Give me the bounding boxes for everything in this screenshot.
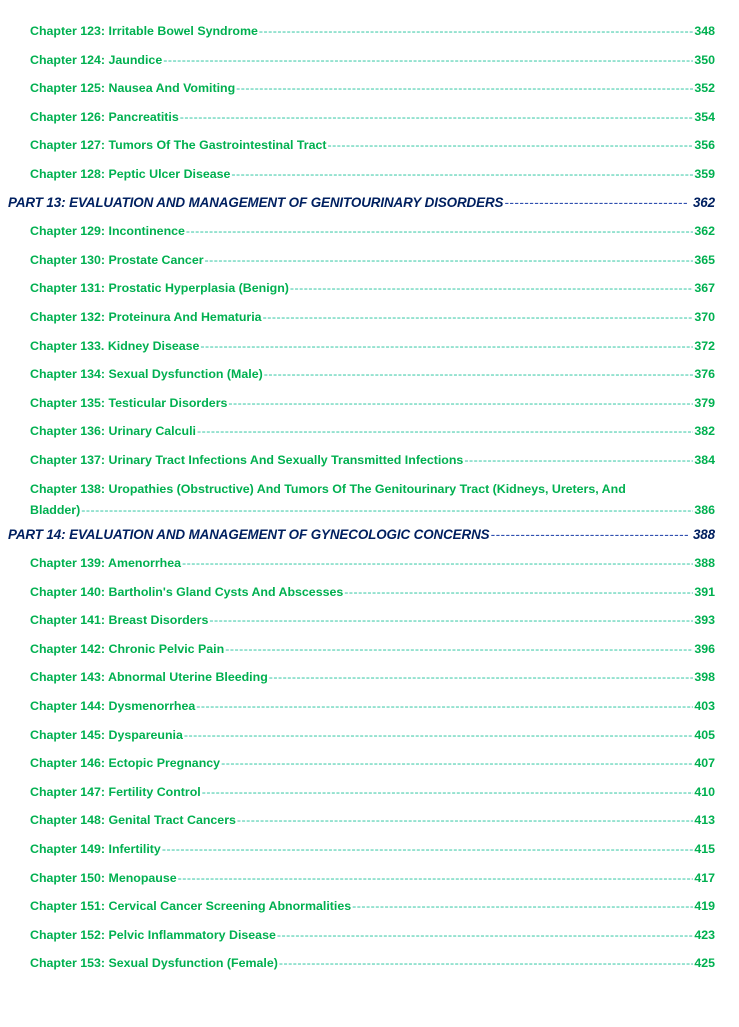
toc-chapter-entry[interactable]	[0, 926, 739, 955]
toc-chapter-entry[interactable]	[0, 422, 739, 451]
page-number: 354	[694, 109, 715, 124]
part-title: PART 14: EVALUATION AND MANAGEMENT OF GYNECOLOGIC CONCERNS	[8, 526, 490, 542]
page-number: 367	[694, 281, 715, 296]
dot-leader	[81, 501, 693, 519]
dot-leader	[491, 526, 688, 544]
dot-leader	[290, 279, 693, 297]
dot-leader	[464, 451, 693, 469]
chapter-title: Chapter 136: Urinary Calculi	[30, 424, 196, 439]
dot-leader	[344, 583, 693, 601]
chapter-title: Chapter 152: Pelvic Inflammatory Disease	[30, 927, 276, 942]
dot-leader	[236, 79, 693, 97]
toc-chapter-entry[interactable]	[0, 108, 739, 137]
chapter-title: Chapter 135: Testicular Disorders	[30, 395, 228, 410]
chapter-title: Chapter 134: Sexual Dysfunction (Male)	[30, 367, 263, 382]
chapter-title: Chapter 123: Irritable Bowel Syndrome	[30, 24, 258, 38]
page-number: 398	[694, 670, 715, 685]
page-number: 413	[694, 813, 715, 828]
dot-leader	[225, 640, 693, 658]
dot-leader	[209, 611, 693, 629]
page-number: 365	[694, 252, 715, 267]
toc-chapter-entry[interactable]	[0, 337, 739, 366]
dot-leader	[200, 337, 693, 355]
page-number: 370	[694, 309, 715, 324]
dot-leader	[184, 726, 693, 744]
page-number: 396	[694, 641, 715, 656]
chapter-title: Chapter 153: Sexual Dysfunction (Female)	[30, 956, 278, 971]
page-number: 419	[694, 899, 715, 914]
dot-leader	[328, 136, 694, 154]
chapter-title: Chapter 127: Tumors Of The Gastrointestinal Tract	[30, 138, 327, 153]
dot-leader	[352, 897, 693, 915]
page-number: 372	[694, 338, 715, 353]
dot-leader	[237, 811, 693, 829]
chapter-title: Chapter 151: Cervical Cancer Screening Abnormalities	[30, 899, 352, 914]
chapter-title: Chapter 141: Breast Disorders	[30, 613, 209, 628]
chapter-title: Chapter 149: Infertility	[30, 842, 161, 857]
page-number: 362	[694, 224, 715, 239]
page-number: 415	[694, 842, 715, 857]
toc-chapter-entry[interactable]	[0, 451, 739, 480]
chapter-title: Chapter 133. Kidney Disease	[30, 338, 200, 353]
chapter-title: Chapter 125: Nausea And Vomiting	[30, 81, 236, 96]
dot-leader	[163, 51, 693, 69]
toc-chapter-entry[interactable]	[0, 726, 739, 755]
toc-chapter-entry[interactable]	[0, 22, 739, 51]
toc-chapter-entry[interactable]	[0, 554, 739, 583]
dot-leader	[196, 697, 693, 715]
page-number: 348	[694, 24, 715, 38]
toc-chapter-entry[interactable]	[0, 811, 739, 840]
toc-part-heading[interactable]	[0, 526, 739, 555]
chapter-title: Chapter 128: Peptic Ulcer Disease	[30, 166, 231, 181]
page-number: 425	[694, 956, 715, 971]
chapter-title: Chapter 126: Pancreatitis	[30, 109, 179, 124]
dot-leader	[182, 554, 693, 572]
toc-chapter-entry[interactable]	[0, 79, 739, 108]
dot-leader	[205, 251, 694, 269]
chapter-title: Chapter 131: Prostatic Hyperplasia (Benign)	[30, 281, 289, 296]
toc-chapter-entry[interactable]	[0, 480, 739, 526]
chapter-title: Chapter 129: Incontinence	[30, 224, 185, 239]
chapter-title: Chapter 146: Ectopic Pregnancy	[30, 756, 221, 771]
toc-chapter-entry[interactable]	[0, 251, 739, 280]
chapter-title: Chapter 143: Abnormal Uterine Bleeding	[30, 670, 268, 685]
chapter-title: Chapter 142: Chronic Pelvic Pain	[30, 641, 225, 656]
page-number: 352	[694, 81, 715, 96]
page-number: 350	[694, 52, 715, 67]
page-number: 362	[692, 194, 715, 210]
dot-leader	[228, 394, 693, 412]
dot-leader	[180, 108, 694, 126]
toc-chapter-entry[interactable]	[0, 51, 739, 80]
page-number: 393	[694, 613, 715, 628]
toc-chapter-entry[interactable]	[0, 165, 739, 194]
toc-chapter-entry[interactable]	[0, 583, 739, 612]
toc-chapter-entry[interactable]	[0, 279, 739, 308]
chapter-title: Chapter 138: Uropathies (Obstructive) And Tumors Of The Genitourinary Tract (Kidneys, Ureters, And	[30, 481, 626, 496]
dot-leader	[221, 754, 693, 772]
table-of-contents	[0, 22, 739, 983]
chapter-title: Chapter 130: Prostate Cancer	[30, 252, 204, 267]
page-number: 384	[694, 452, 715, 467]
page-number: 379	[694, 395, 715, 410]
dot-leader	[277, 926, 693, 944]
toc-part-heading[interactable]	[0, 194, 739, 223]
page-number: 417	[694, 870, 715, 885]
chapter-title: Chapter 147: Fertility Control	[30, 784, 201, 799]
page-number: 376	[694, 367, 715, 382]
page-number: 388	[694, 556, 715, 571]
page-number: 356	[694, 138, 715, 153]
toc-chapter-entry[interactable]	[0, 640, 739, 669]
part-title: PART 13: EVALUATION AND MANAGEMENT OF GENITOURINARY DISORDERS	[8, 194, 504, 210]
dot-leader	[231, 165, 693, 183]
page-number: 391	[694, 584, 715, 599]
dot-leader	[197, 422, 693, 440]
toc-chapter-entry[interactable]	[0, 754, 739, 783]
page-number: 403	[694, 699, 715, 714]
toc-chapter-entry[interactable]	[0, 668, 739, 697]
dot-leader	[269, 668, 694, 686]
toc-chapter-entry[interactable]	[0, 365, 739, 394]
chapter-title: Chapter 140: Bartholin's Gland Cysts And Abscesses	[30, 584, 344, 599]
toc-chapter-entry[interactable]	[0, 697, 739, 726]
dot-leader	[264, 365, 694, 383]
dot-leader	[186, 222, 693, 240]
chapter-title: Chapter 144: Dysmenorrhea	[30, 699, 196, 714]
dot-leader	[202, 783, 694, 801]
page-number: 386	[694, 502, 715, 517]
page-number: 359	[694, 166, 715, 181]
page-number: 388	[692, 526, 715, 542]
chapter-title: Chapter 150: Menopause	[30, 870, 177, 885]
toc-chapter-entry[interactable]	[0, 611, 739, 640]
toc-chapter-entry[interactable]	[0, 136, 739, 165]
toc-chapter-entry[interactable]	[0, 840, 739, 869]
toc-chapter-entry[interactable]	[0, 869, 739, 898]
chapter-title-continued: Bladder)	[30, 502, 81, 517]
dot-leader	[279, 954, 693, 972]
dot-leader	[259, 22, 693, 40]
toc-chapter-entry[interactable]	[0, 897, 739, 926]
toc-chapter-entry[interactable]	[0, 222, 739, 251]
chapter-title: Chapter 132: Proteinura And Hematuria	[30, 309, 262, 324]
toc-chapter-entry[interactable]	[0, 308, 739, 337]
chapter-title: Chapter 139: Amenorrhea	[30, 556, 182, 571]
dot-leader	[263, 308, 694, 326]
dot-leader	[504, 194, 688, 212]
chapter-title: Chapter 148: Genital Tract Cancers	[30, 813, 236, 828]
page-number: 423	[694, 927, 715, 942]
page-number: 407	[694, 756, 715, 771]
chapter-title: Chapter 137: Urinary Tract Infections And Sexually Transmitted Infections	[30, 452, 464, 467]
chapter-title: Chapter 124: Jaundice	[30, 52, 163, 67]
chapter-title: Chapter 145: Dyspareunia	[30, 727, 183, 742]
toc-chapter-entry[interactable]	[0, 954, 739, 983]
dot-leader	[178, 869, 694, 887]
page-number: 382	[694, 424, 715, 439]
page-number: 410	[694, 784, 715, 799]
toc-chapter-entry[interactable]	[0, 783, 739, 812]
page-number: 405	[694, 727, 715, 742]
toc-chapter-entry[interactable]	[0, 394, 739, 423]
dot-leader	[162, 840, 693, 858]
